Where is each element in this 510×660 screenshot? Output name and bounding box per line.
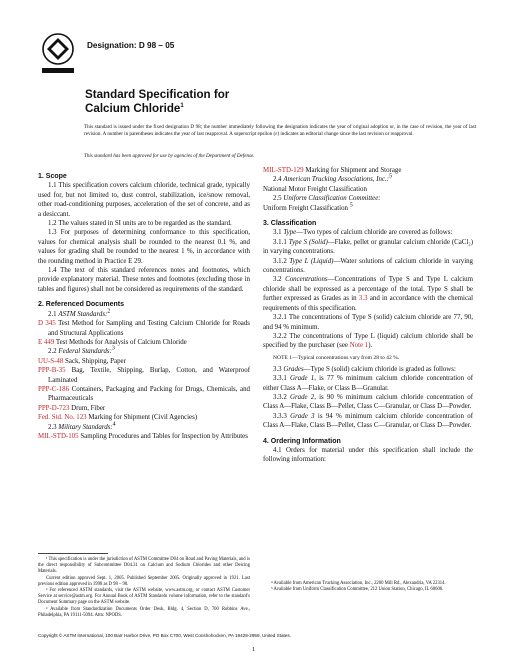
ref-milstd129: MIL-STD-129 Marking for Shipment and Storage <box>263 167 402 174</box>
ref-milstd129-link[interactable]: MIL-STD-129 <box>263 167 304 174</box>
ref-e449-link[interactable]: E 449 <box>38 338 55 346</box>
ref-pppd723: PPP-D-723 Drum, Fiber <box>38 404 106 412</box>
ata-text: National Motor Freight Classification <box>263 185 367 193</box>
para-1-1: 1.1 This specification covers calcium chloride, technical grade, typically used for, but not limited to, dust control, stabilization, ice/snow removal, other road-conditioning purposes, acceleration of the set of concrete, and as a desiccant. <box>38 182 250 218</box>
para-4-1: 4.1 Orders for material under this specification shall include the following information: <box>263 446 473 464</box>
astm-logo <box>38 32 78 76</box>
ref-pppd723-link[interactable]: PPP-D-723 <box>38 404 70 412</box>
para-3-3-3: 3.3.3 Grade 3 is 94 % minimum calcium chloride concentration of Class A—Flake, Class B—Pellet, Class C—Granular, or Class D—Powder. <box>263 412 473 430</box>
para-1-3: 1.3 For purposes of determining conformance to this specification, values for chemical analysis shall be rounded to the nearest 0.1 %, and values for grading shall be rounded to the nearest 1 %, in accordance with the rounding method in Practice E 29. <box>38 229 250 265</box>
scope-heading: 1. Scope <box>38 173 67 180</box>
copyright-line: Copyright © ASTM International, 100 Barr Harbor Drive, PO Box C700, West Conshohocken, PA 19428-2959, United States. <box>38 633 291 638</box>
ref-uus48-link[interactable]: UU-S-48 <box>38 357 64 365</box>
ref-pppc186-link[interactable]: PPP-C-186 <box>38 385 70 393</box>
para-3-2-2: 3.2.2 The concentrations of Type L (liquid) calcium chloride shall be specified by the purchaser (see Note 1). <box>263 332 473 350</box>
ordering-information-heading: 4. Ordering Information <box>263 437 341 445</box>
ref-pppb35-link[interactable]: PPP-B-35 <box>38 367 66 375</box>
ref-fedstd123: Fed. Std. No. 123 Marking for Shipment (Civil Agencies) <box>38 414 198 422</box>
para-3-1: 3.1 Type—Two types of calcium chloride are covered as follows: <box>273 229 453 237</box>
left-column <box>38 172 250 441</box>
right-column <box>263 166 473 465</box>
link-3-3[interactable]: 3.3 <box>358 295 368 303</box>
para-1-2: 1.2 The values stated in SI units are to be regarded as the standard. <box>48 220 232 228</box>
federal-standards-label: 2.2 Federal Standards:3 <box>48 346 115 356</box>
footnote-1-edition: Current edition approved Sept. 1, 2005. Published September 2005. Originally approved in 1921. Last previous edition approved in 1998 as D 98 – 98. <box>38 575 250 587</box>
referenced-documents-heading: 2. Referenced Documents <box>38 301 124 309</box>
ata-label: 2.4 American Trucking Associations, Inc.:5 <box>273 174 393 184</box>
footnote-2: ² For referenced ASTM standards, visit the ASTM website, www.astm.org, or contact ASTM Customer Service at service@astm.org. For Annual Book of ASTM Standards volume information, refer to the standard's Document Summary page on the ASTM website. <box>38 588 250 606</box>
footnote-4: ⁴ Available from American Trucking Association, Inc., 2200 Mill Rd., Alexandria, VA 22314. <box>271 581 446 586</box>
ref-pppb35: PPP-B-35 Bag, Textile, Shipping, Burlap, Cotton, and Waterproof Laminated <box>38 367 250 384</box>
footnote-3: ³ Available from Standardization Documents Order Desk, Bldg. 4, Section D, 700 Robbins Ave., Philadelphia, PA 19111-5094. Attn: NPODS. <box>38 606 250 618</box>
para-3-1-2: 3.1.2 Type L (Liquid)—Water solutions of calcium chloride in varying concentrations. <box>263 257 473 275</box>
title-footnote-mark: 1 <box>180 102 184 109</box>
ref-d345-link[interactable]: D 345 <box>38 320 56 328</box>
ref-e449: E 449 Test Methods for Analysis of Calcium Chloride <box>38 338 187 346</box>
astm-standards-label: 2.1 ASTM Standards:2 <box>48 308 111 318</box>
ref-d345: D 345 Test Method for Sampling and Testing Calcium Chloride for Roads and Structural Applications <box>38 320 250 337</box>
military-standards-label: 2.3 Military Standards:4 <box>48 421 116 431</box>
preamble: This standard is issued under the fixed designation D 98; the number immediately following the designation indicates the year of original adoption or, in the case of revision, the year of last revision. A number in parentheses indicates the year of last reapproval. A superscript epsilon (ε) indicates an editorial change since the last revision or reapproval. <box>84 124 476 137</box>
ucc-label: 2.5 Uniform Classification Committee: <box>273 195 381 203</box>
title-line-2: Calcium Chloride$^1$ <box>85 101 184 115</box>
note-1: NOTE 1—Typical concentrations vary from 28 to 42 %. <box>273 354 400 361</box>
para-1-4: 1.4 The text of this standard references notes and footnotes, which provide explanatory material. These notes and footnotes (excluding those in tables and figures) shall not be considered as requirements of the standard. <box>38 267 250 293</box>
ref-milstd105: MIL-STD-105 Sampling Procedures and Tables for Inspection by Attributes <box>38 432 248 440</box>
footnote-5: ⁵ Available from Uniform Classification Committee, 212 Union Station, Chicago, IL 60606. <box>271 587 444 593</box>
ref-uus48: UU-S-48 Sack, Shipping, Paper <box>38 357 126 365</box>
title-line-1: Standard Specification for <box>85 88 230 101</box>
ref-pppc186: PPP-C-186 Containers, Packaging and Packing for Drugs, Chemicals, and Pharmaceuticals <box>38 385 250 403</box>
para-3-1-1: 3.1.1 Type S (Solid)—Flake, pellet or granular calcium chloride (CaCl₂) in varying concentrations. <box>263 238 473 256</box>
footnotes-right <box>263 581 473 593</box>
para-3-2-1: 3.2.1 The concentrations of Type S (solid) calcium chloride are 77, 90, and 94 % minimum. <box>263 314 473 331</box>
dod-approval-note: This standard has been approved for use by agencies of the Department of Defense. <box>84 153 255 159</box>
classification-heading: 3. Classification <box>263 220 317 228</box>
para-3-3-2: 3.3.2 Grade 2, is 90 % minimum calcium chloride concentration of Class A—Flake, Class B—Pellet, Class C—Granular, or Class D—Powder. <box>263 393 473 411</box>
footnote-divider <box>38 553 108 554</box>
footnote-1: ¹ This specification is under the jurisdiction of ASTM Committee D04 on Road and Paving Materials, and is the direct responsibility of Subcommittee D04.31 on Calcium and Sodium Chlorides and other Deicing Materials. <box>38 557 250 575</box>
link-note-1[interactable]: Note 1 <box>349 342 369 350</box>
designation: Designation: D 98 – 05 <box>87 41 175 50</box>
para-3-3-1: 3.3.1 Grade 1, is 77 % minimum calcium chloride concentration of either Class A—Flake, or Class B—Granular. <box>263 375 473 392</box>
para-3-2: 3.2 Concentrations—Concentrations of Type S and Type L calcium chloride shall be expressed as a percentage of the total. Type S shall be further expressed as Grades as in 3.3 and in accordance with the chemical requirements of this specification. <box>263 276 473 312</box>
ucc-text: Uniform Freight Classification 5 <box>263 202 353 212</box>
document-title <box>85 88 229 115</box>
ref-fedstd123-link[interactable]: Fed. Std. No. 123 <box>38 414 87 422</box>
footnotes-left <box>38 553 250 619</box>
page-number: 1 <box>252 646 256 653</box>
para-3-3: 3.3 Grades—Type S (solid) calcium chloride is graded as follows: <box>273 365 456 373</box>
ref-milstd105-link[interactable]: MIL-STD-105 <box>38 432 79 440</box>
